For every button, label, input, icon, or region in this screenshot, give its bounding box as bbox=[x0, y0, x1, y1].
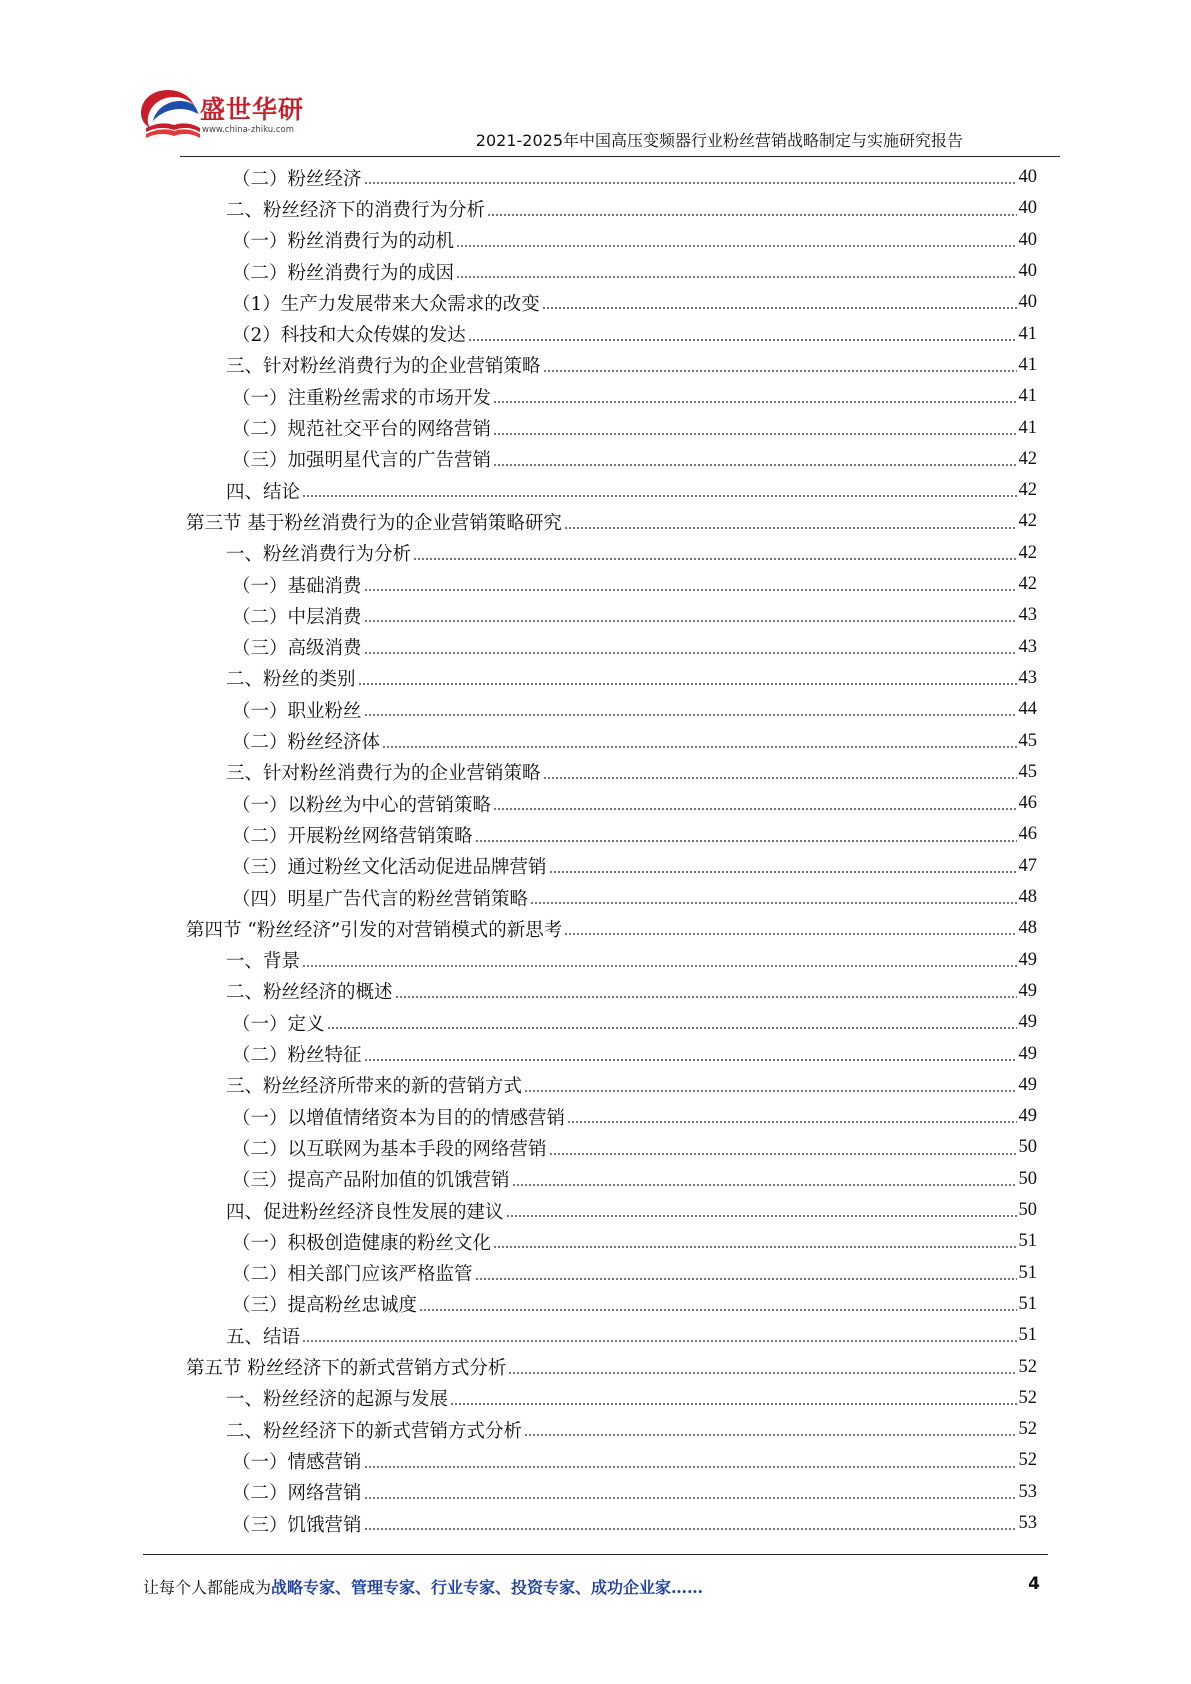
toc-dot-leader bbox=[419, 1309, 1016, 1311]
toc-entry-page: 48 bbox=[1018, 887, 1037, 908]
toc-entry[interactable] bbox=[226, 350, 1037, 381]
toc-entry[interactable] bbox=[226, 757, 1037, 788]
toc-entry-title: （二）粉丝特征 bbox=[232, 1045, 362, 1067]
toc-dot-leader bbox=[493, 433, 1016, 435]
toc-dot-leader bbox=[512, 1184, 1017, 1186]
toc-entry-title: 三、粉丝经济所带来的新的营销方式 bbox=[226, 1076, 523, 1098]
toc-entry-page: 52 bbox=[1018, 1387, 1037, 1408]
toc-entry-page: 40 bbox=[1018, 167, 1037, 188]
toc-entry-page: 42 bbox=[1018, 448, 1037, 469]
toc-dot-leader bbox=[413, 558, 1016, 560]
toc-dot-leader bbox=[524, 1090, 1016, 1092]
toc-dot-leader bbox=[475, 840, 1017, 842]
toc-entry-title: （二）粉丝经济 bbox=[232, 168, 362, 190]
toc-dot-leader bbox=[456, 245, 1016, 247]
toc-entry-page: 40 bbox=[1018, 198, 1037, 219]
toc-dot-leader bbox=[549, 871, 1017, 873]
toc-dot-leader bbox=[567, 1121, 1016, 1123]
toc-dot-leader bbox=[364, 714, 1017, 716]
toc-entry[interactable] bbox=[232, 1477, 1037, 1508]
toc-entry[interactable] bbox=[232, 1258, 1037, 1289]
toc-dot-leader bbox=[364, 652, 1017, 654]
logo-url: www.china-zhiku.com bbox=[202, 125, 294, 135]
toc-entry-page: 49 bbox=[1018, 1106, 1037, 1127]
toc-entry-page: 45 bbox=[1018, 730, 1037, 751]
toc-entry[interactable] bbox=[232, 162, 1037, 193]
toc-entry[interactable] bbox=[232, 381, 1037, 412]
toc-entry-page: 40 bbox=[1018, 229, 1037, 250]
toc-entry[interactable] bbox=[232, 851, 1037, 882]
toc-entry-title: 五、结语 bbox=[226, 1326, 301, 1348]
header-divider bbox=[180, 156, 1060, 157]
toc-entry-page: 53 bbox=[1018, 1481, 1037, 1502]
toc-dot-leader bbox=[506, 1215, 1017, 1217]
toc-dot-leader bbox=[302, 495, 1016, 497]
toc-entry-title: （一）积极创造健康的粉丝文化 bbox=[232, 1232, 492, 1254]
toc-entry-title: 第四节 “粉丝经济”引发的对营销模式的新思考 bbox=[186, 919, 563, 941]
toc-entry-page: 52 bbox=[1018, 1450, 1037, 1471]
toc-entry-page: 40 bbox=[1018, 261, 1037, 282]
toc-entry-page: 49 bbox=[1018, 980, 1037, 1001]
report-title: 2021-2025年中国高压变频器行业粉丝营销战略制定与实施研究报告 bbox=[475, 131, 963, 150]
toc-entry-title: （四）明星广告代言的粉丝营销策略 bbox=[232, 888, 529, 910]
toc-dot-leader bbox=[493, 401, 1016, 403]
toc-entry-page: 50 bbox=[1018, 1168, 1037, 1189]
toc-entry-page: 41 bbox=[1018, 323, 1037, 344]
toc-entry-page: 50 bbox=[1018, 1137, 1037, 1158]
footer-slogan bbox=[143, 1575, 703, 1598]
toc-dot-leader bbox=[395, 996, 1017, 998]
toc-dot-leader bbox=[493, 464, 1016, 466]
toc-entry[interactable] bbox=[186, 506, 1037, 537]
toc-entry-title: （二）相关部门应该严格监管 bbox=[232, 1264, 473, 1286]
toc-entry-title: （二）粉丝经济体 bbox=[232, 732, 381, 754]
toc-entry-page: 53 bbox=[1018, 1513, 1037, 1534]
toc-entry[interactable] bbox=[226, 1070, 1037, 1101]
toc-dot-leader bbox=[549, 1153, 1017, 1155]
page-number: 4 bbox=[1028, 1574, 1040, 1594]
toc-entry[interactable] bbox=[186, 913, 1037, 944]
toc-dot-leader bbox=[468, 339, 1017, 341]
toc-entry-page: 41 bbox=[1018, 417, 1037, 438]
toc-entry[interactable] bbox=[232, 725, 1037, 756]
toc-entry-page: 51 bbox=[1018, 1231, 1037, 1252]
toc-entry[interactable] bbox=[232, 1132, 1037, 1163]
toc-entry-page: 49 bbox=[1018, 1043, 1037, 1064]
toc-entry-page: 42 bbox=[1018, 542, 1037, 563]
toc-entry[interactable] bbox=[232, 569, 1037, 600]
toc-entry[interactable] bbox=[232, 287, 1037, 318]
toc-entry[interactable] bbox=[226, 1383, 1037, 1414]
toc-entry-page: 43 bbox=[1018, 667, 1037, 688]
toc-entry-title: （三）饥饿营销 bbox=[232, 1514, 362, 1536]
toc-entry-title: （二）以互联网为基本手段的网络营销 bbox=[232, 1138, 547, 1160]
toc-dot-leader bbox=[364, 589, 1017, 591]
toc-entry-title: 四、促进粉丝经济良性发展的建议 bbox=[226, 1201, 504, 1223]
toc-dot-leader bbox=[364, 620, 1017, 622]
logo-text: 盛世华研 bbox=[200, 95, 305, 124]
toc-dot-leader bbox=[364, 182, 1017, 184]
toc-entry-page: 51 bbox=[1018, 1262, 1037, 1283]
toc-entry-page: 45 bbox=[1018, 761, 1037, 782]
toc-dot-leader bbox=[358, 683, 1017, 685]
toc-dot-leader bbox=[543, 370, 1017, 372]
toc-entry-page: 43 bbox=[1018, 605, 1037, 626]
toc-entry-title: （一）情感营销 bbox=[232, 1451, 362, 1473]
toc-entry-title: （2）科技和大众传媒的发达 bbox=[232, 325, 466, 347]
toc-entry-title: （一）以粉丝为中心的营销策略 bbox=[232, 794, 492, 816]
toc-entry[interactable] bbox=[232, 225, 1037, 256]
toc-entry-page: 48 bbox=[1018, 918, 1037, 939]
toc-entry-title: （一）粉丝消费行为的动机 bbox=[232, 231, 455, 253]
toc-entry-page: 49 bbox=[1018, 1012, 1037, 1033]
toc-entry-page: 49 bbox=[1018, 1074, 1037, 1095]
toc-entry[interactable] bbox=[232, 412, 1037, 443]
toc-entry-title: （三）提高粉丝忠诚度 bbox=[232, 1295, 418, 1317]
toc-dot-leader bbox=[493, 1246, 1016, 1248]
page-header bbox=[0, 0, 1191, 160]
toc-entry[interactable] bbox=[226, 538, 1037, 569]
toc-entry-title: （一）注重粉丝需求的市场开发 bbox=[232, 387, 492, 409]
slogan-highlight: 战略专家、管理专家、行业专家、投资专家、成功企业家…… bbox=[271, 1578, 704, 1597]
toc-entry-page: 52 bbox=[1018, 1356, 1037, 1377]
toc-entry-title: 第三节 基于粉丝消费行为的企业营销策略研究 bbox=[186, 512, 562, 534]
toc-dot-leader bbox=[364, 1466, 1017, 1468]
toc-entry[interactable] bbox=[226, 475, 1037, 506]
toc-entry-title: 一、粉丝经济的起源与发展 bbox=[226, 1389, 449, 1411]
toc-entry-page: 42 bbox=[1018, 511, 1037, 532]
logo-mark-icon bbox=[138, 86, 204, 144]
toc-entry[interactable] bbox=[232, 1007, 1037, 1038]
company-logo bbox=[138, 86, 308, 150]
toc-entry-page: 46 bbox=[1018, 824, 1037, 845]
toc-entry[interactable] bbox=[226, 193, 1037, 224]
toc-entry-page: 40 bbox=[1018, 292, 1037, 313]
toc-entry[interactable] bbox=[232, 319, 1037, 350]
toc-entry-title: 二、粉丝经济下的新式营销方式分析 bbox=[226, 1420, 523, 1442]
toc-entry-title: 二、粉丝经济的概述 bbox=[226, 982, 393, 1004]
toc-dot-leader bbox=[382, 746, 1016, 748]
toc-entry-title: 一、粉丝消费行为分析 bbox=[226, 544, 412, 566]
toc-entry-page: 51 bbox=[1018, 1293, 1037, 1314]
toc-dot-leader bbox=[475, 1278, 1017, 1280]
toc-dot-leader bbox=[508, 1372, 1016, 1374]
toc-entry-page: 42 bbox=[1018, 480, 1037, 501]
toc-entry[interactable] bbox=[232, 1101, 1037, 1132]
toc-dot-leader bbox=[543, 777, 1017, 779]
toc-entry[interactable] bbox=[232, 1508, 1037, 1539]
toc-dot-leader bbox=[327, 1027, 1017, 1029]
toc-dot-leader bbox=[364, 1497, 1017, 1499]
toc-dot-leader bbox=[364, 1059, 1017, 1061]
toc-entry-page: 52 bbox=[1018, 1419, 1037, 1440]
toc-entry-title: （1）生产力发展带来大众需求的改变 bbox=[232, 293, 540, 315]
toc-entry[interactable] bbox=[232, 819, 1037, 850]
toc-entry[interactable] bbox=[232, 1289, 1037, 1320]
toc-entry[interactable] bbox=[232, 444, 1037, 475]
toc-entry-title: （一）以增值情绪资本为目的的情感营销 bbox=[232, 1107, 566, 1129]
toc-entry-page: 51 bbox=[1018, 1325, 1037, 1346]
toc-entry[interactable] bbox=[186, 1351, 1037, 1382]
toc-entry[interactable] bbox=[232, 1164, 1037, 1195]
toc-entry-title: （二）网络营销 bbox=[232, 1483, 362, 1505]
toc-entry[interactable] bbox=[232, 1445, 1037, 1476]
toc-entry-page: 41 bbox=[1018, 354, 1037, 375]
toc-entry-page: 42 bbox=[1018, 574, 1037, 595]
toc-dot-leader bbox=[542, 307, 1017, 309]
toc-dot-leader bbox=[564, 527, 1017, 529]
toc-entry[interactable] bbox=[232, 1038, 1037, 1069]
toc-dot-leader bbox=[564, 933, 1016, 935]
toc-dot-leader bbox=[487, 214, 1016, 216]
toc-dot-leader bbox=[493, 808, 1016, 810]
toc-entry-page: 46 bbox=[1018, 793, 1037, 814]
toc-entry-title: 四、结论 bbox=[226, 481, 301, 503]
slogan-prefix: 让每个人都能成为 bbox=[143, 1578, 272, 1597]
toc-entry-title: （一）职业粉丝 bbox=[232, 700, 362, 722]
toc-entry-title: （三）高级消费 bbox=[232, 638, 362, 660]
toc-dot-leader bbox=[524, 1434, 1016, 1436]
toc-entry-title: （二）开展粉丝网络营销策略 bbox=[232, 825, 473, 847]
toc-entry-title: （一）定义 bbox=[232, 1013, 325, 1035]
toc-entry-title: （三）加强明星代言的广告营销 bbox=[232, 450, 492, 472]
toc-entry-title: 二、粉丝的类别 bbox=[226, 669, 356, 691]
footer-divider bbox=[143, 1554, 1048, 1555]
toc-entry[interactable] bbox=[226, 1414, 1037, 1445]
toc-entry-title: 三、针对粉丝消费行为的企业营销策略 bbox=[226, 763, 541, 785]
toc-entry-title: 一、背景 bbox=[226, 951, 301, 973]
toc-entry-page: 47 bbox=[1018, 855, 1037, 876]
toc-dot-leader bbox=[450, 1403, 1016, 1405]
toc-entry[interactable] bbox=[232, 882, 1037, 913]
toc-entry-page: 49 bbox=[1018, 949, 1037, 970]
toc-dot-leader bbox=[302, 965, 1016, 967]
toc-entry-title: 二、粉丝经济下的消费行为分析 bbox=[226, 199, 486, 221]
toc-entry[interactable] bbox=[226, 945, 1037, 976]
toc-entry[interactable] bbox=[226, 1320, 1037, 1351]
toc-entry-title: 第五节 粉丝经济下的新式营销方式分析 bbox=[186, 1358, 507, 1380]
toc-entry[interactable] bbox=[232, 632, 1037, 663]
toc-entry[interactable] bbox=[232, 694, 1037, 725]
toc-entry-title: （二）中层消费 bbox=[232, 606, 362, 628]
toc-entry[interactable] bbox=[232, 600, 1037, 631]
toc-entry-title: （二）规范社交平台的网络营销 bbox=[232, 419, 492, 441]
toc-entry[interactable] bbox=[226, 663, 1037, 694]
toc-dot-leader bbox=[456, 276, 1016, 278]
toc-entry[interactable] bbox=[232, 1226, 1037, 1257]
toc-entry-title: （三）通过粉丝文化活动促进品牌营销 bbox=[232, 857, 547, 879]
toc-dot-leader bbox=[530, 902, 1016, 904]
toc-entry-page: 44 bbox=[1018, 699, 1037, 720]
toc-entry-title: （一）基础消费 bbox=[232, 575, 362, 597]
toc-entry-title: （三）提高产品附加值的饥饿营销 bbox=[232, 1170, 510, 1192]
toc-entry-page: 41 bbox=[1018, 386, 1037, 407]
toc-entry[interactable] bbox=[226, 1195, 1037, 1226]
toc-dot-leader bbox=[364, 1528, 1017, 1530]
toc-entry-title: 三、针对粉丝消费行为的企业营销策略 bbox=[226, 356, 541, 378]
toc-entry[interactable] bbox=[226, 976, 1037, 1007]
toc-entry-page: 43 bbox=[1018, 636, 1037, 657]
toc-dot-leader bbox=[302, 1340, 1016, 1342]
toc-entry[interactable] bbox=[232, 788, 1037, 819]
toc-entry-page: 50 bbox=[1018, 1200, 1037, 1221]
toc-entry-title: （二）粉丝消费行为的成因 bbox=[232, 262, 455, 284]
toc-entry[interactable] bbox=[232, 256, 1037, 287]
